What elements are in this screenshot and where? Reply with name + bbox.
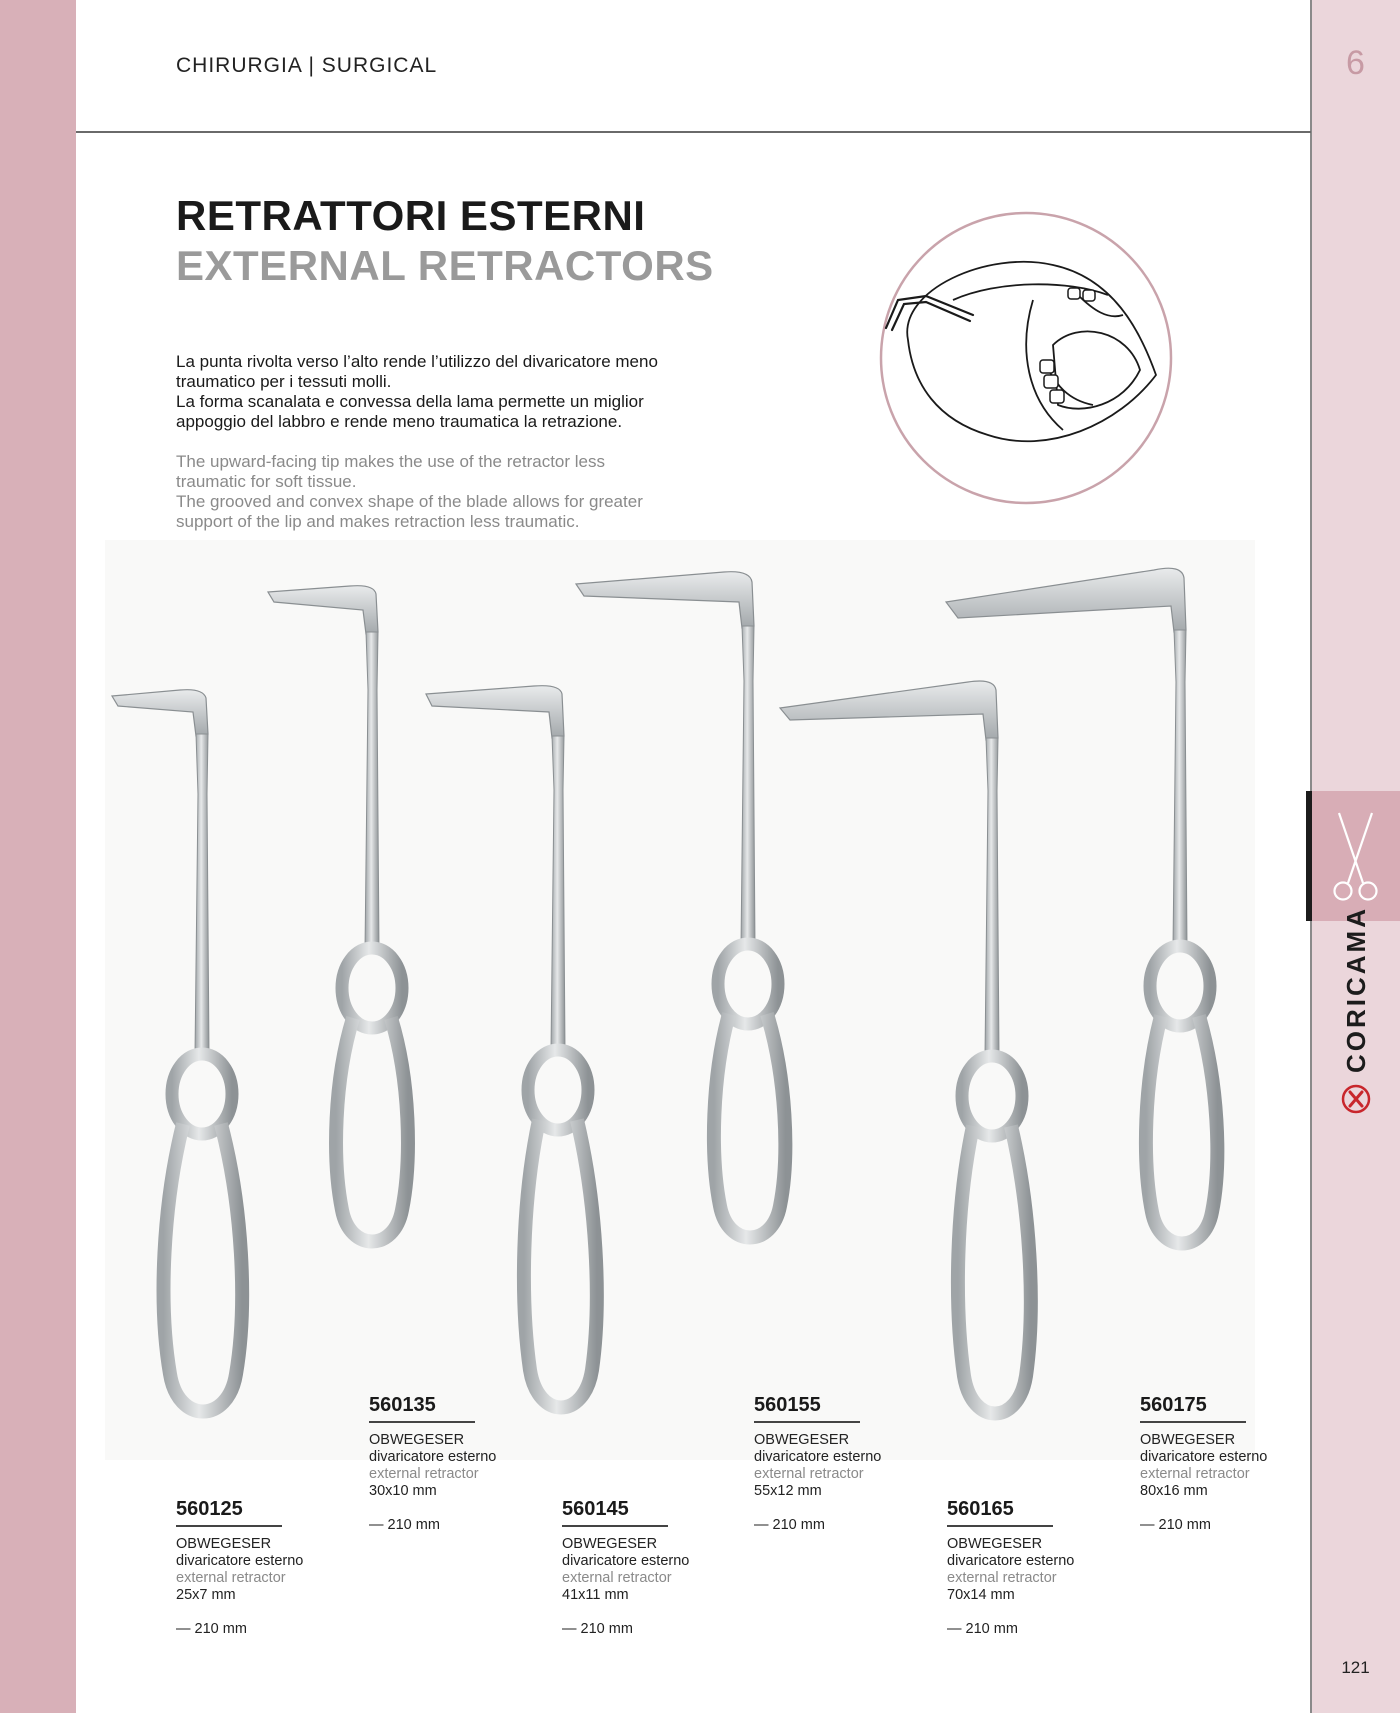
product-size: 41x11 mm [562,1587,629,1603]
product-type-english: external retractor [176,1570,286,1586]
product-type-english: external retractor [369,1466,479,1482]
description-italian-line: appoggio del labbro e rende meno traumatica la retrazione. [176,412,623,431]
product-code-rule [947,1525,1053,1527]
product-type-italian: divaricatore esterno [754,1449,882,1465]
chapter-tab [1311,791,1400,921]
left-color-bar [0,0,76,1713]
product-size: 55x12 mm [754,1483,822,1499]
product-name: OBWEGESER [562,1536,658,1552]
retractor-560155-image [574,566,804,1336]
header-rule [76,131,1311,133]
product-code: 560145 [562,1498,629,1520]
product-code: 560125 [176,1498,243,1520]
product-type-italian: divaricatore esterno [369,1449,497,1465]
product-type-english: external retractor [754,1466,864,1482]
product-name: OBWEGESER [754,1432,850,1448]
product-size: 70x14 mm [947,1587,1015,1603]
description-english-line: The upward-facing tip makes the use of the retractor less [176,452,605,471]
product-560125 [176,1498,326,1638]
product-code-rule [176,1525,282,1527]
product-size: 30x10 mm [369,1483,437,1499]
retractor-560135-image [266,580,436,1340]
product-name: OBWEGESER [369,1432,465,1448]
product-code-rule [754,1421,860,1423]
brand-name: CORICAMA [1340,906,1371,1073]
product-560135 [369,1394,519,1534]
product-size: 80x16 mm [1140,1483,1208,1499]
product-length: — 210 mm [947,1621,1018,1637]
description-italian [176,352,776,432]
page-title-italian: RETRATTORI ESTERNI [176,192,646,239]
product-name: OBWEGESER [1140,1432,1236,1448]
scissors-icon [1311,791,1400,921]
product-code: 560155 [754,1394,821,1416]
product-length: — 210 mm [369,1517,440,1533]
section-label: CHIRURGIA | SURGICAL [176,54,438,77]
page-title-english: EXTERNAL RETRACTORS [176,242,714,289]
product-type-italian: divaricatore esterno [176,1553,304,1569]
usage-illustration [878,210,1174,506]
product-length: — 210 mm [1140,1517,1211,1533]
product-type-english: external retractor [947,1570,1057,1586]
description-english [176,452,776,532]
product-code: 560175 [1140,1394,1207,1416]
product-type-italian: divaricatore esterno [562,1553,690,1569]
product-type-english: external retractor [1140,1466,1250,1482]
product-code-rule [369,1421,475,1423]
coricama-logo-icon [1340,1083,1372,1115]
product-length: — 210 mm [176,1621,247,1637]
description-italian-line: traumatico per i tessuti molli. [176,372,392,391]
product-code: 560135 [369,1394,436,1416]
product-name: OBWEGESER [176,1536,272,1552]
retractor-560175-image [944,562,1244,1332]
description-english-line: support of the lip and makes retraction less traumatic. [176,512,580,531]
product-code-rule [562,1525,668,1527]
description-italian-line: La forma scanalata e convessa della lama permette un miglior [176,392,644,411]
product-length: — 210 mm [562,1621,633,1637]
description-italian-line: La punta rivolta verso l’alto rende l’utilizzo del divaricatore meno [176,352,658,371]
product-length: — 210 mm [754,1517,825,1533]
product-code-rule [1140,1421,1246,1423]
chapter-number: 6 [1346,44,1365,82]
product-560165 [947,1498,1097,1638]
product-type-italian: divaricatore esterno [1140,1449,1268,1465]
product-code: 560165 [947,1498,1014,1520]
tab-accent-bar [1306,791,1312,921]
brand-logo [1340,906,1372,1115]
product-560155 [754,1394,904,1534]
product-560175 [1140,1394,1290,1534]
retractor-560125-image [108,684,278,1434]
product-name: OBWEGESER [947,1536,1043,1552]
product-560145 [562,1498,712,1638]
page-number: 121 [1341,1658,1370,1677]
description-english-line: The grooved and convex shape of the blade allows for greater [176,492,643,511]
product-type-italian: divaricatore esterno [947,1553,1075,1569]
description-english-line: traumatic for soft tissue. [176,472,357,491]
product-size: 25x7 mm [176,1587,236,1603]
product-type-english: external retractor [562,1570,672,1586]
